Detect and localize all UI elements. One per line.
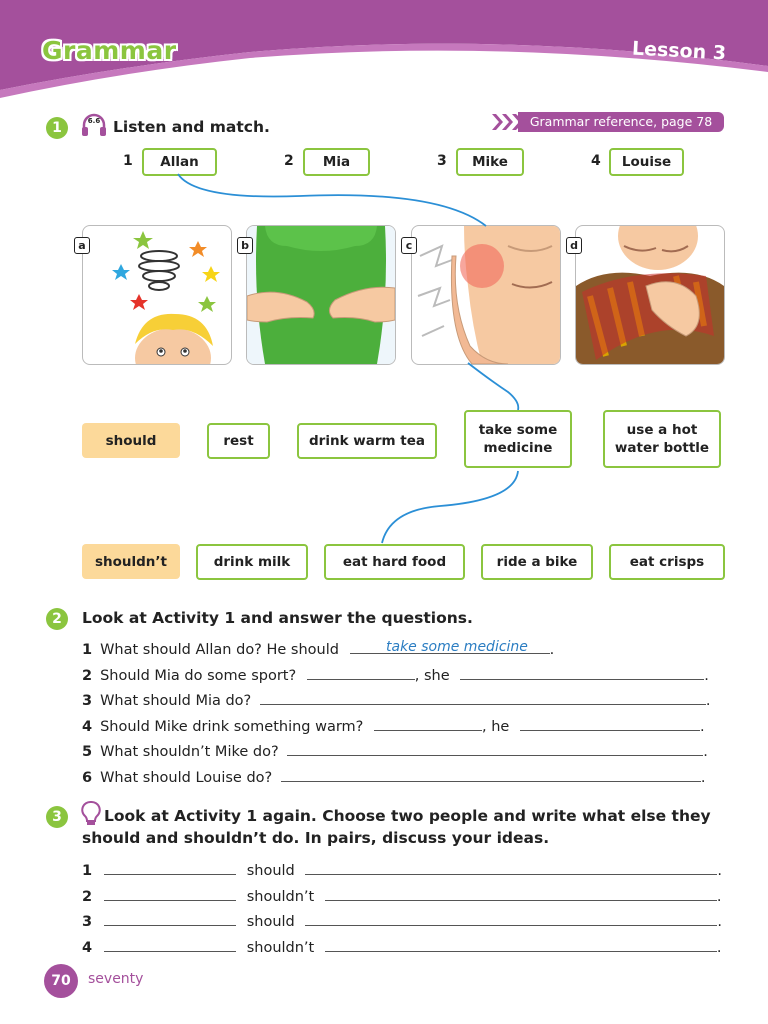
name-box-allan: Allan (142, 148, 217, 176)
answer-blank[interactable] (460, 664, 704, 680)
row-number: 1 (82, 863, 93, 879)
question-1: 1 What should Allan do? He should . (82, 638, 554, 658)
activity-1-number: 1 (46, 117, 68, 139)
grammar-reference-link[interactable]: Grammar reference, page 78 (518, 112, 724, 132)
answer-blank[interactable] (305, 910, 717, 926)
activity-2-number: 2 (46, 608, 68, 630)
activity-3-row-4: 4 shouldn’t . (82, 936, 721, 956)
question-text: Should Mike drink something warm? (100, 719, 364, 735)
activity-2-heading: Look at Activity 1 and answer the questions. (82, 609, 473, 627)
question-text: What should Louise do? (100, 770, 273, 786)
question-mid-text: , he (482, 719, 510, 735)
track-number: 6.6 (87, 117, 101, 125)
lightbulb-icon (80, 800, 102, 828)
row-number: 2 (82, 889, 93, 905)
row-word: shouldn’t (246, 889, 315, 905)
activity-3-heading-line-1: Look at Activity 1 again. Choose two people and write what else they (104, 807, 711, 825)
person-blank[interactable] (104, 885, 236, 901)
option-take-some-medicine: take some medicine (464, 410, 572, 468)
example-answer: take some medicine (386, 639, 528, 655)
question-2: 2 Should Mia do some sport? , she . (82, 664, 709, 684)
question-number: 6 (82, 770, 93, 786)
name-box-mia: Mia (303, 148, 370, 176)
answer-blank[interactable] (287, 740, 703, 756)
row-number: 3 (82, 914, 93, 930)
name-box-louise: Louise (609, 148, 684, 176)
option-eat-crisps: eat crisps (609, 544, 725, 580)
option-use-a-hot-water-bottle: use a hot water bottle (603, 410, 721, 468)
option-rest: rest (207, 423, 270, 459)
lesson-label: Lesson 3 (631, 37, 727, 65)
question-text: What shouldn’t Mike do? (100, 744, 279, 760)
answer-blank[interactable] (260, 689, 706, 705)
question-number: 3 (82, 693, 93, 709)
activity-3-heading-line-2: should and shouldn’t do. In pairs, discuss your ideas. (82, 829, 550, 847)
question-text: What should Mia do? (100, 693, 252, 709)
section-title: Grammar (42, 36, 177, 65)
picture-letter-d: d (566, 237, 582, 254)
picture-letter-a: a (74, 237, 90, 254)
answer-blank[interactable] (325, 885, 717, 901)
question-6: 6 What should Louise do? . (82, 766, 705, 786)
activity-1-heading: Listen and match. (113, 118, 270, 136)
option-eat-hard-food: eat hard food (324, 544, 465, 580)
page-number-word: seventy (88, 971, 144, 987)
question-4: 4 Should Mike drink something warm? , he . (82, 715, 705, 735)
activity-3-row-1: 1 should . (82, 859, 722, 879)
option-drink-milk: drink milk (196, 544, 308, 580)
question-text: What should Allan do? He should (100, 642, 339, 658)
should-label: should (82, 423, 180, 458)
picture-letter-b: b (237, 237, 253, 254)
name-number-2: 2 (284, 153, 294, 169)
question-mid-text: , she (414, 668, 450, 684)
question-number: 4 (82, 719, 93, 735)
question-5: 5 What shouldn’t Mike do? . (82, 740, 708, 760)
answer-blank[interactable] (374, 715, 482, 731)
person-blank[interactable] (104, 859, 236, 875)
option-drink-warm-tea: drink warm tea (297, 423, 437, 459)
answer-blank[interactable] (281, 766, 701, 782)
picture-letter-c: c (401, 237, 417, 254)
answer-blank[interactable] (520, 715, 700, 731)
question-number: 5 (82, 744, 93, 760)
question-text: Should Mia do some sport? (100, 668, 297, 684)
activity-3-number: 3 (46, 806, 68, 828)
person-blank[interactable] (104, 910, 236, 926)
question-number: 1 (82, 642, 93, 658)
person-blank[interactable] (104, 936, 236, 952)
page-number: 70 (44, 964, 78, 998)
name-number-3: 3 (437, 153, 447, 169)
question-3: 3 What should Mia do? . (82, 689, 710, 709)
row-number: 4 (82, 940, 93, 956)
answer-blank[interactable] (305, 859, 717, 875)
question-number: 2 (82, 668, 93, 684)
answer-blank[interactable] (307, 664, 415, 680)
answer-blank[interactable] (325, 936, 717, 952)
name-box-mike: Mike (456, 148, 524, 176)
activity-3-row-2: 2 shouldn’t . (82, 885, 721, 905)
activity-3-row-3: 3 should . (82, 910, 722, 930)
row-word: should (246, 863, 295, 879)
option-ride-a-bike: ride a bike (481, 544, 593, 580)
row-word: shouldn’t (246, 940, 315, 956)
shouldnt-label: shouldn’t (82, 544, 180, 579)
name-number-4: 4 (591, 153, 601, 169)
name-number-1: 1 (123, 153, 133, 169)
row-word: should (246, 914, 295, 930)
